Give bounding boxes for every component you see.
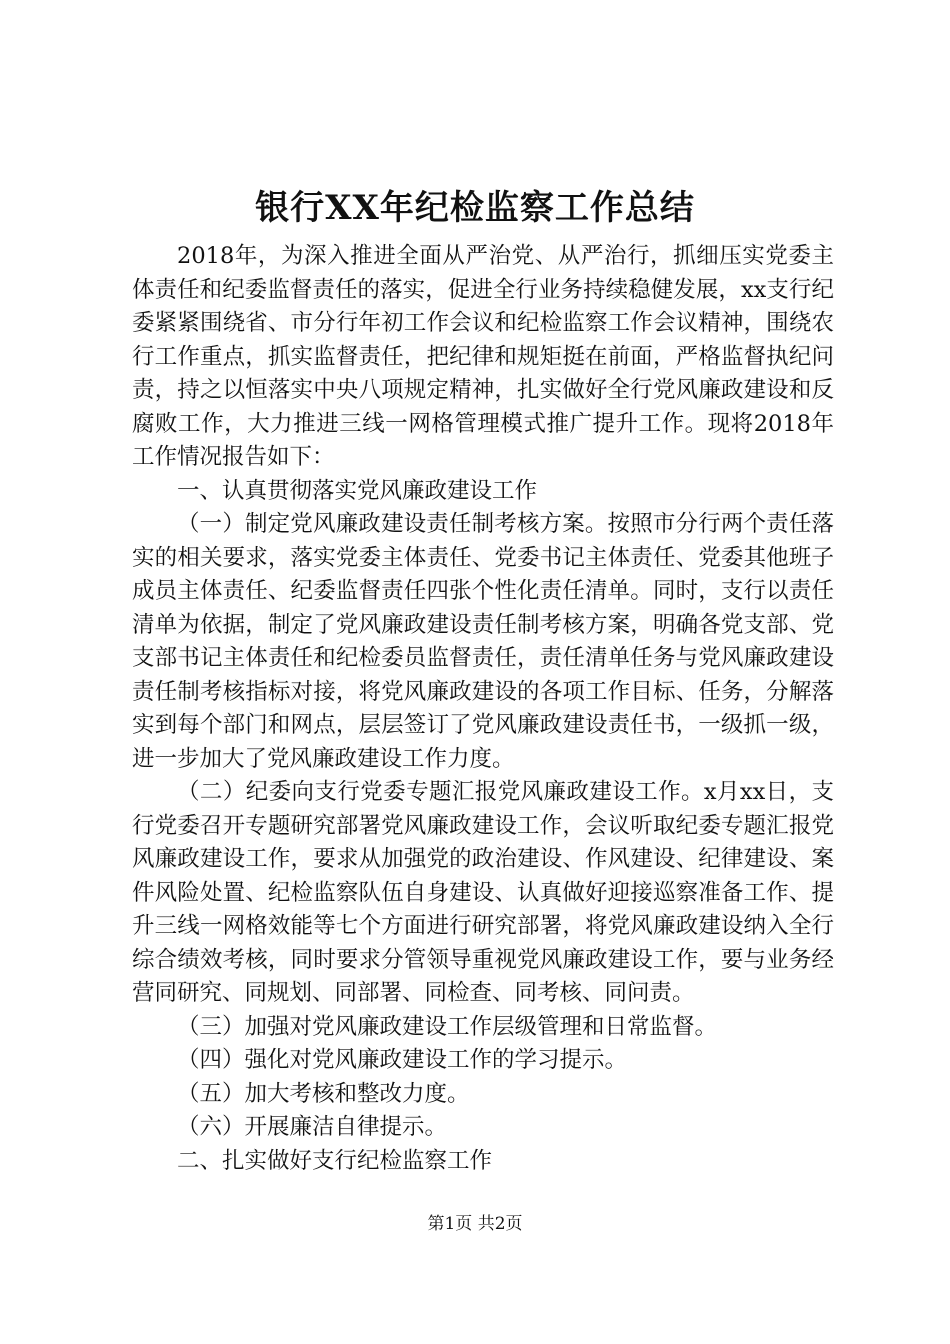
intro-paragraph: 2018年，为深入推进全面从严治党、从严治行，抓细压实党委主体责任和纪委监督责任的落实，促进全行业务持续稳健发展，xx支行纪委紧紧围绕省、市分行年初工作会议和纪检监察工作会议精神，围绕农行工作重点，抓实监督责任，把纪律和规矩挺在前面，严格监督执纪问责，持之以恒落实中央八项规定精神，扎实做好全行党风廉政建设和反腐败工作，大力推进三线一网格管理模式推广提升工作。现将2018年工作情况报告如下： [132, 243, 834, 470]
section-heading-2: 二、扎实做好支行纪检监察工作 [177, 1147, 493, 1174]
subsection-item-5: （五）加大考核和整改力度。 [177, 1080, 470, 1107]
subsection-item-4: （四）强化对党风廉政建设工作的学习提示。 [177, 1047, 628, 1073]
subsection-item-3: （三）加强对党风廉政建设工作层级管理和日常监督。 [177, 1013, 718, 1040]
subsection-paragraph-2: （二）纪委向支行党委专题汇报党风廉政建设工作。x月xx日，支行党委召开专题研究部署党风廉政建设工作，会议听取纪委专题汇报党风廉政建设工作，要求从加强党的政治建设、作风建设、纪律建设、案件风险处置、纪检监察队伍自身建设、认真做好迎接巡察准备工作、提升三线一网格效能等七个方面进行研究部署，将党风廉政建设纳入全行综合绩效考核，同时要求分管领导重视党风廉政建设工作，要与业务经营同研究、同规划、同部署、同检查、同考核、同问责。 [132, 779, 834, 1006]
section-heading-1: 一、认真贯彻落实党风廉政建设工作 [177, 477, 538, 504]
document-body [132, 240, 834, 1178]
document-title: 银行XX年纪检监察工作总结 [255, 188, 695, 228]
subsection-paragraph-1: （一）制定党风廉政建设责任制考核方案。按照市分行两个责任落实的相关要求，落实党委主体责任、党委书记主体责任、党委其他班子成员主体责任、纪委监督责任四张个性化责任清单。同时，支行以责任清单为依据，制定了党风廉政建设责任制考核方案，明确各党支部、党支部书记主体责任和纪检委员监督责任，责任清单任务与党风廉政建设责任制考核指标对接，将党风廉政建设的各项工作目标、任务，分解落实到每个部门和网点，层层签订了党风廉政建设责任书，一级抓一级，进一步加大了党风廉政建设工作力度。 [132, 511, 834, 772]
page-footer: 第1页 共2页 [427, 1214, 523, 1234]
subsection-item-6: （六）开展廉洁自律提示。 [177, 1114, 448, 1140]
